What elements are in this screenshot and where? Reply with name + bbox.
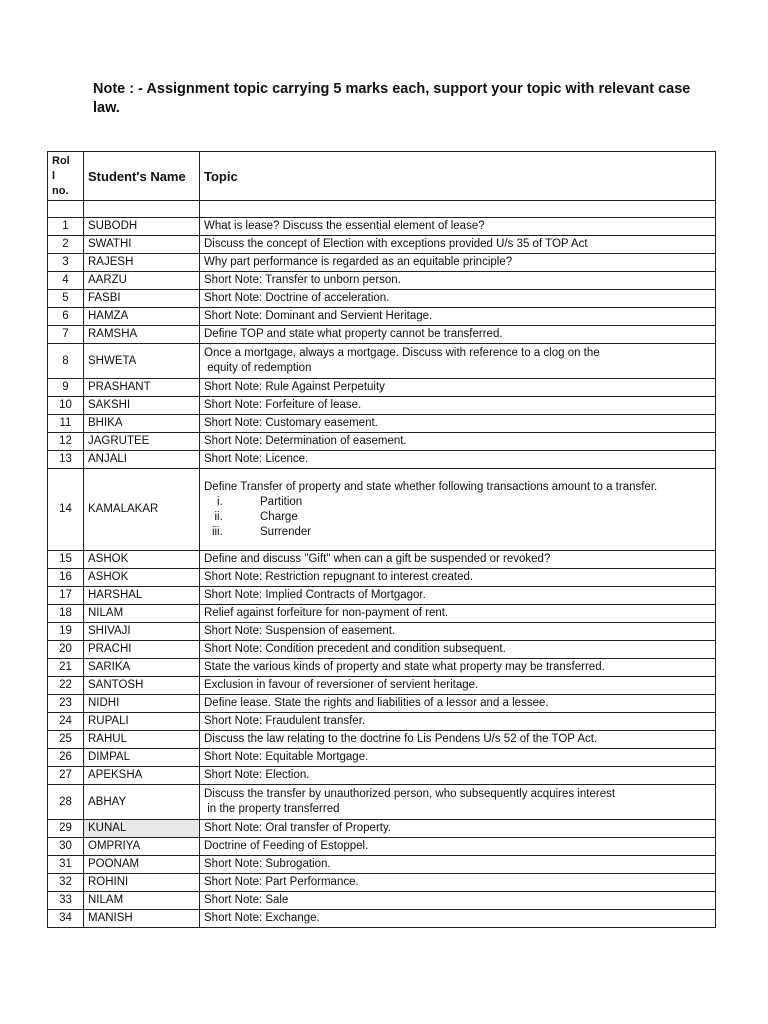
topic-text: Short Note: Implied Contracts of Mortgagor. [204, 589, 426, 601]
student-name-cell: RAHUL [84, 731, 200, 749]
table-row [48, 731, 716, 749]
student-name-cell: SAKSHI [84, 397, 200, 415]
topic-text: Define TOP and state what property cannot be transferred. [204, 328, 503, 340]
topic-text: Short Note: Dominant and Servient Heritage. [204, 310, 433, 322]
student-name-cell: BHIKA [84, 415, 200, 433]
table-row [48, 874, 716, 892]
student-name-cell: DIMPAL [84, 749, 200, 767]
table-row [48, 308, 716, 326]
list-item: iii. Surrender [226, 525, 711, 540]
table-row [48, 749, 716, 767]
table-row [48, 397, 716, 415]
roll-number-cell: 17 [48, 587, 84, 605]
topic-cell [200, 677, 716, 695]
roll-number-cell: 31 [48, 856, 84, 874]
student-name-cell: MANISH [84, 910, 200, 928]
topic-text: Short Note: Customary easement. [204, 417, 378, 429]
roll-number-cell: 30 [48, 838, 84, 856]
topic-text: Define Transfer of property and state whether following transactions amount to a transfer. [204, 480, 658, 493]
roll-number-cell: 1 [48, 218, 84, 236]
topic-cell [200, 605, 716, 623]
topic-text: Short Note: Equitable Mortgage. [204, 751, 369, 763]
table-row [48, 344, 716, 379]
topic-text: Exclusion in favour of reversioner of servient heritage. [204, 679, 479, 691]
student-name-cell: OMPRIYA [84, 838, 200, 856]
topic-text: Define lease. State the rights and liabilities of a lessor and a lessee. [204, 697, 549, 709]
student-name-cell: ASHOK [84, 569, 200, 587]
topic-cell [200, 218, 716, 236]
roll-number-cell: 13 [48, 451, 84, 469]
topic-cell [200, 713, 716, 731]
topic-text: Why part performance is regarded as an equitable principle? [204, 256, 513, 268]
table-row [48, 713, 716, 731]
roll-number-cell: 10 [48, 397, 84, 415]
roll-number-cell: 24 [48, 713, 84, 731]
topic-text: Short Note: Fraudulent transfer. [204, 715, 366, 727]
topic-text: Short Note: Rule Against Perpetuity [204, 381, 385, 393]
topic-cell [200, 569, 716, 587]
table-row [48, 641, 716, 659]
roll-number-cell: 14 [48, 469, 84, 551]
topic-cell [200, 910, 716, 928]
roll-number-cell: 9 [48, 379, 84, 397]
table-row [48, 290, 716, 308]
table-row [48, 272, 716, 290]
topic-text: Short Note: Transfer to unborn person. [204, 274, 401, 286]
topic-text: Discuss the concept of Election with exceptions provided U/s 35 of TOP Act [204, 238, 588, 250]
topic-cell [200, 397, 716, 415]
student-name-cell: KAMALAKAR [84, 469, 200, 551]
topic-cell [200, 308, 716, 326]
table-row [48, 451, 716, 469]
roll-number-cell: 27 [48, 767, 84, 785]
topic-text-continued: in the property transferred [204, 803, 340, 815]
topic-text: What is lease? Discuss the essential element of lease? [204, 220, 485, 232]
student-name-cell: ABHAY [84, 785, 200, 820]
student-name-cell: SANTOSH [84, 677, 200, 695]
topic-text: Short Note: Sale [204, 894, 289, 906]
assignment-table [47, 151, 716, 928]
table-row [48, 838, 716, 856]
student-name-cell: HARSHAL [84, 587, 200, 605]
roll-number-cell: 5 [48, 290, 84, 308]
topic-cell [200, 767, 716, 785]
topic-text-continued: equity of redemption [204, 362, 312, 374]
roll-number-cell: 22 [48, 677, 84, 695]
table-row [48, 677, 716, 695]
roll-number-cell: 7 [48, 326, 84, 344]
student-name-cell: RUPALI [84, 713, 200, 731]
table-row [48, 605, 716, 623]
student-name-cell: SWATHI [84, 236, 200, 254]
table-row [48, 254, 716, 272]
roll-number-cell: 26 [48, 749, 84, 767]
topic-cell [200, 892, 716, 910]
topic-text: Short Note: Suspension of easement. [204, 625, 396, 637]
student-name-cell: APEKSHA [84, 767, 200, 785]
roll-number-cell: 8 [48, 344, 84, 379]
list-item: i. Partition [226, 495, 711, 510]
topic-text: Discuss the transfer by unauthorized person, who subsequently acquires interest [204, 788, 616, 800]
student-name-header: Student's Name [84, 152, 200, 201]
topic-text: State the various kinds of property and state what property may be transferred. [204, 661, 605, 673]
student-name-cell: JAGRUTEE [84, 433, 200, 451]
roll-number-cell: 32 [48, 874, 84, 892]
topic-text: Short Note: Oral transfer of Property. [204, 822, 392, 834]
table-row [48, 379, 716, 397]
topic-text: Short Note: Election. [204, 769, 310, 781]
student-name-cell: SHWETA [84, 344, 200, 379]
topic-cell [200, 451, 716, 469]
table-row [48, 767, 716, 785]
student-name-cell: SARIKA [84, 659, 200, 677]
table-row [48, 820, 716, 838]
roll-number-cell: 4 [48, 272, 84, 290]
student-name-cell: ASHOK [84, 551, 200, 569]
topic-cell [200, 749, 716, 767]
topic-cell [200, 874, 716, 892]
topic-cell [200, 272, 716, 290]
topic-text: Short Note: Forfeiture of lease. [204, 399, 362, 411]
transaction-list [204, 495, 711, 540]
roll-number-cell: 19 [48, 623, 84, 641]
roll-number-cell: 15 [48, 551, 84, 569]
topic-cell [200, 551, 716, 569]
student-name-cell: POONAM [84, 856, 200, 874]
topic-cell [200, 254, 716, 272]
table-row [48, 785, 716, 820]
table-row [48, 856, 716, 874]
student-name-cell: KUNAL [84, 820, 200, 838]
student-name-cell: HAMZA [84, 308, 200, 326]
table-row [48, 433, 716, 451]
student-name-cell: NIDHI [84, 695, 200, 713]
topic-cell [200, 695, 716, 713]
topic-text: Short Note: Part Performance. [204, 876, 359, 888]
topic-cell [200, 838, 716, 856]
roll-number-cell: 11 [48, 415, 84, 433]
table-row [48, 587, 716, 605]
roll-number-cell: 18 [48, 605, 84, 623]
student-name-cell: SHIVAJI [84, 623, 200, 641]
topic-cell [200, 659, 716, 677]
topic-cell [200, 641, 716, 659]
roll-number-cell: 20 [48, 641, 84, 659]
roll-number-cell: 25 [48, 731, 84, 749]
topic-text: Once a mortgage, always a mortgage. Discuss with reference to a clog on the [204, 347, 600, 359]
table-row [48, 326, 716, 344]
topic-text: Short Note: Condition precedent and condition subsequent. [204, 643, 506, 655]
roll-number-cell: 21 [48, 659, 84, 677]
topic-text: Doctrine of Feeding of Estoppel. [204, 840, 369, 852]
topic-cell [200, 731, 716, 749]
student-name-cell: RAMSHA [84, 326, 200, 344]
student-name-cell: FASBI [84, 290, 200, 308]
student-name-cell: PRASHANT [84, 379, 200, 397]
assignment-note: Note : - Assignment topic carrying 5 marks each, support your topic with relevant case law. [93, 81, 691, 116]
roll-number-cell: 28 [48, 785, 84, 820]
student-name-cell: AARZU [84, 272, 200, 290]
roll-number-cell: 16 [48, 569, 84, 587]
topic-cell [200, 344, 716, 379]
topic-text: Short Note: Determination of easement. [204, 435, 407, 447]
roll-number-cell: 33 [48, 892, 84, 910]
topic-cell [200, 326, 716, 344]
topic-cell [200, 785, 716, 820]
topic-text: Short Note: Restriction repugnant to interest created. [204, 571, 474, 583]
topic-cell [200, 587, 716, 605]
student-name-cell: SUBODH [84, 218, 200, 236]
topic-cell [200, 236, 716, 254]
list-item: ii. Charge [226, 510, 711, 525]
table-row [48, 910, 716, 928]
table-header-row [48, 152, 716, 201]
topic-text: Short Note: Exchange. [204, 912, 320, 924]
topic-cell [200, 623, 716, 641]
roll-number-cell: 3 [48, 254, 84, 272]
topic-cell [200, 856, 716, 874]
roll-number-cell: 23 [48, 695, 84, 713]
roll-number-cell: 6 [48, 308, 84, 326]
student-name-cell: NILAM [84, 892, 200, 910]
topic-cell [200, 415, 716, 433]
roll-number-cell: 12 [48, 433, 84, 451]
topic-header: Topic [200, 152, 716, 201]
student-name-cell: ANJALI [84, 451, 200, 469]
table-row [48, 695, 716, 713]
student-name-cell: RAJESH [84, 254, 200, 272]
table-row [48, 415, 716, 433]
table-row [48, 623, 716, 641]
topic-cell [200, 433, 716, 451]
empty-row [48, 201, 716, 218]
student-name-cell: NILAM [84, 605, 200, 623]
topic-text: Short Note: Subrogation. [204, 858, 331, 870]
roll-number-cell: 29 [48, 820, 84, 838]
student-name-cell: PRACHI [84, 641, 200, 659]
topic-text: Short Note: Doctrine of acceleration. [204, 292, 390, 304]
table-row [48, 569, 716, 587]
table-row [48, 892, 716, 910]
topic-cell [200, 469, 716, 551]
topic-text: Short Note: Licence. [204, 453, 309, 465]
topic-text: Relief against forfeiture for non-payment of rent. [204, 607, 449, 619]
roll-number-cell: 34 [48, 910, 84, 928]
table-row [48, 218, 716, 236]
topic-text: Discuss the law relating to the doctrine fo Lis Pendens U/s 52 of the TOP Act. [204, 733, 598, 745]
table-row [48, 469, 716, 551]
table-row [48, 236, 716, 254]
topic-cell [200, 379, 716, 397]
topic-cell [200, 290, 716, 308]
roll-no-header: Rol l no. [48, 152, 84, 201]
table-row [48, 551, 716, 569]
roll-number-cell: 2 [48, 236, 84, 254]
topic-cell [200, 820, 716, 838]
table-row [48, 659, 716, 677]
student-name-cell: ROHINI [84, 874, 200, 892]
topic-text: Define and discuss "Gift" when can a gift be suspended or revoked? [204, 553, 551, 565]
